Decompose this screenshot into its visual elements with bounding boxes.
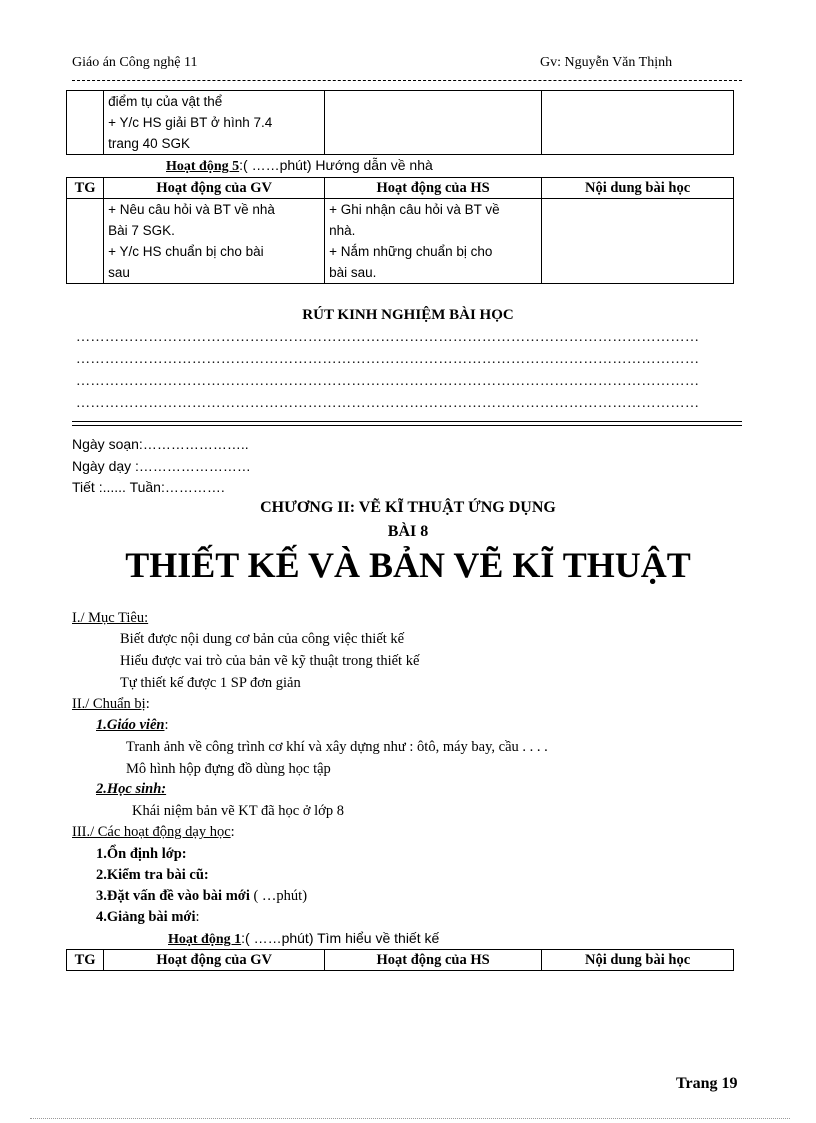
step-1: 1.Ổn định lớp: bbox=[96, 846, 187, 862]
section2-heading: II./ Chuẩn bị: bbox=[72, 696, 150, 712]
ngay-soan: Ngày soạn:………………….. bbox=[72, 436, 249, 452]
cell-gv: + Nêu câu hỏi và BT về nhà Bài 7 SGK. + Y/c HS chuẩn bị cho bài sau bbox=[104, 199, 325, 284]
cell-nd bbox=[542, 91, 734, 155]
cell-hs bbox=[325, 91, 542, 155]
ngay-day: Ngày dạy :…………………… bbox=[72, 458, 251, 474]
table-activity1 bbox=[66, 949, 734, 971]
chapter-title: CHƯƠNG II: VẼ KĨ THUẬT ỨNG DỤNG bbox=[260, 499, 556, 516]
tiet-tuan: Tiết :...... Tuần:…………. bbox=[72, 479, 225, 495]
table-header-row bbox=[67, 950, 734, 971]
objective-item: Biết được nội dung cơ bản của công việc thiết kế bbox=[120, 631, 405, 647]
col-nd: Nội dung bài học bbox=[542, 178, 734, 199]
activity5-title: Hoạt động 5:( ……phút) Hướng dẫn về nhà bbox=[166, 157, 433, 174]
step-2: 2.Kiểm tra bài cũ: bbox=[96, 867, 209, 883]
objective-item: Tự thiết kế được 1 SP đơn giản bbox=[120, 675, 301, 691]
teacher-item: Tranh ảnh về công trình cơ khí và xây dựng như : ôtô, máy bay, cầu . . . . bbox=[126, 739, 548, 755]
cell-gv: điểm tụ của vật thể + Y/c HS giải BT ở hình 7.4 trang 40 SGK bbox=[104, 91, 325, 155]
col-hs: Hoạt động của HS bbox=[325, 950, 542, 971]
section3-heading: III./ Các hoạt động dạy học: bbox=[72, 824, 235, 840]
table-row bbox=[67, 199, 734, 284]
main-title: THIẾT KẾ VÀ BẢN VẼ KĨ THUẬT bbox=[125, 545, 691, 585]
col-tg: TG bbox=[67, 178, 104, 199]
experience-line-4: ………………………………………………………………………………………………………………… bbox=[76, 396, 700, 411]
lesson-number: BÀI 8 bbox=[387, 523, 429, 540]
table-row bbox=[67, 91, 734, 155]
col-nd: Nội dung bài học bbox=[542, 950, 734, 971]
col-hs: Hoạt động của HS bbox=[325, 178, 542, 199]
page-number: Trang 19 bbox=[676, 1075, 738, 1092]
col-gv: Hoạt động của GV bbox=[104, 950, 325, 971]
objective-item: Hiểu được vai trò của bản vẽ kỹ thuật trong thiết kế bbox=[120, 653, 420, 669]
col-tg: TG bbox=[67, 950, 104, 971]
cell-nd bbox=[542, 199, 734, 284]
cell-hs: + Ghi nhận câu hỏi và BT về nhà. + Nắm những chuẩn bị cho bài sau. bbox=[325, 199, 542, 284]
section-divider bbox=[72, 421, 742, 426]
student-heading: 2.Học sinh: bbox=[96, 781, 167, 797]
student-item: Khái niệm bản vẽ KT đã học ở lớp 8 bbox=[132, 803, 344, 819]
experience-line-2: ………………………………………………………………………………………………………………… bbox=[76, 352, 700, 367]
step-3: 3.Đặt vấn đề vào bài mới ( …phút) bbox=[96, 888, 308, 904]
cell-tg bbox=[67, 91, 104, 155]
teacher-heading: 1.Giáo viên: bbox=[96, 717, 169, 733]
table-activity5 bbox=[66, 177, 734, 284]
teacher-item: Mô hình hộp đựng đồ dùng học tập bbox=[126, 761, 331, 777]
experience-line-3: ………………………………………………………………………………………………………………… bbox=[76, 374, 700, 389]
step-4: 4.Giảng bài mới: bbox=[96, 909, 200, 925]
col-gv: Hoạt động của GV bbox=[104, 178, 325, 199]
footer-divider bbox=[30, 1118, 790, 1119]
header-divider bbox=[72, 80, 742, 81]
cell-tg bbox=[67, 199, 104, 284]
header-right: Gv: Nguyễn Văn Thịnh bbox=[540, 55, 673, 70]
header-left: Giáo án Công nghệ 11 bbox=[72, 55, 198, 70]
activity1-title: Hoạt động 1:( ……phút) Tìm hiểu về thiết kế bbox=[168, 930, 440, 947]
section1-heading: I./ Mục Tiêu: bbox=[72, 610, 149, 626]
table-continued bbox=[66, 90, 734, 155]
table-header-row bbox=[67, 178, 734, 199]
experience-line-1: ………………………………………………………………………………………………………………… bbox=[76, 330, 700, 345]
experience-title: RÚT KINH NGHIỆM BÀI HỌC bbox=[302, 307, 514, 323]
